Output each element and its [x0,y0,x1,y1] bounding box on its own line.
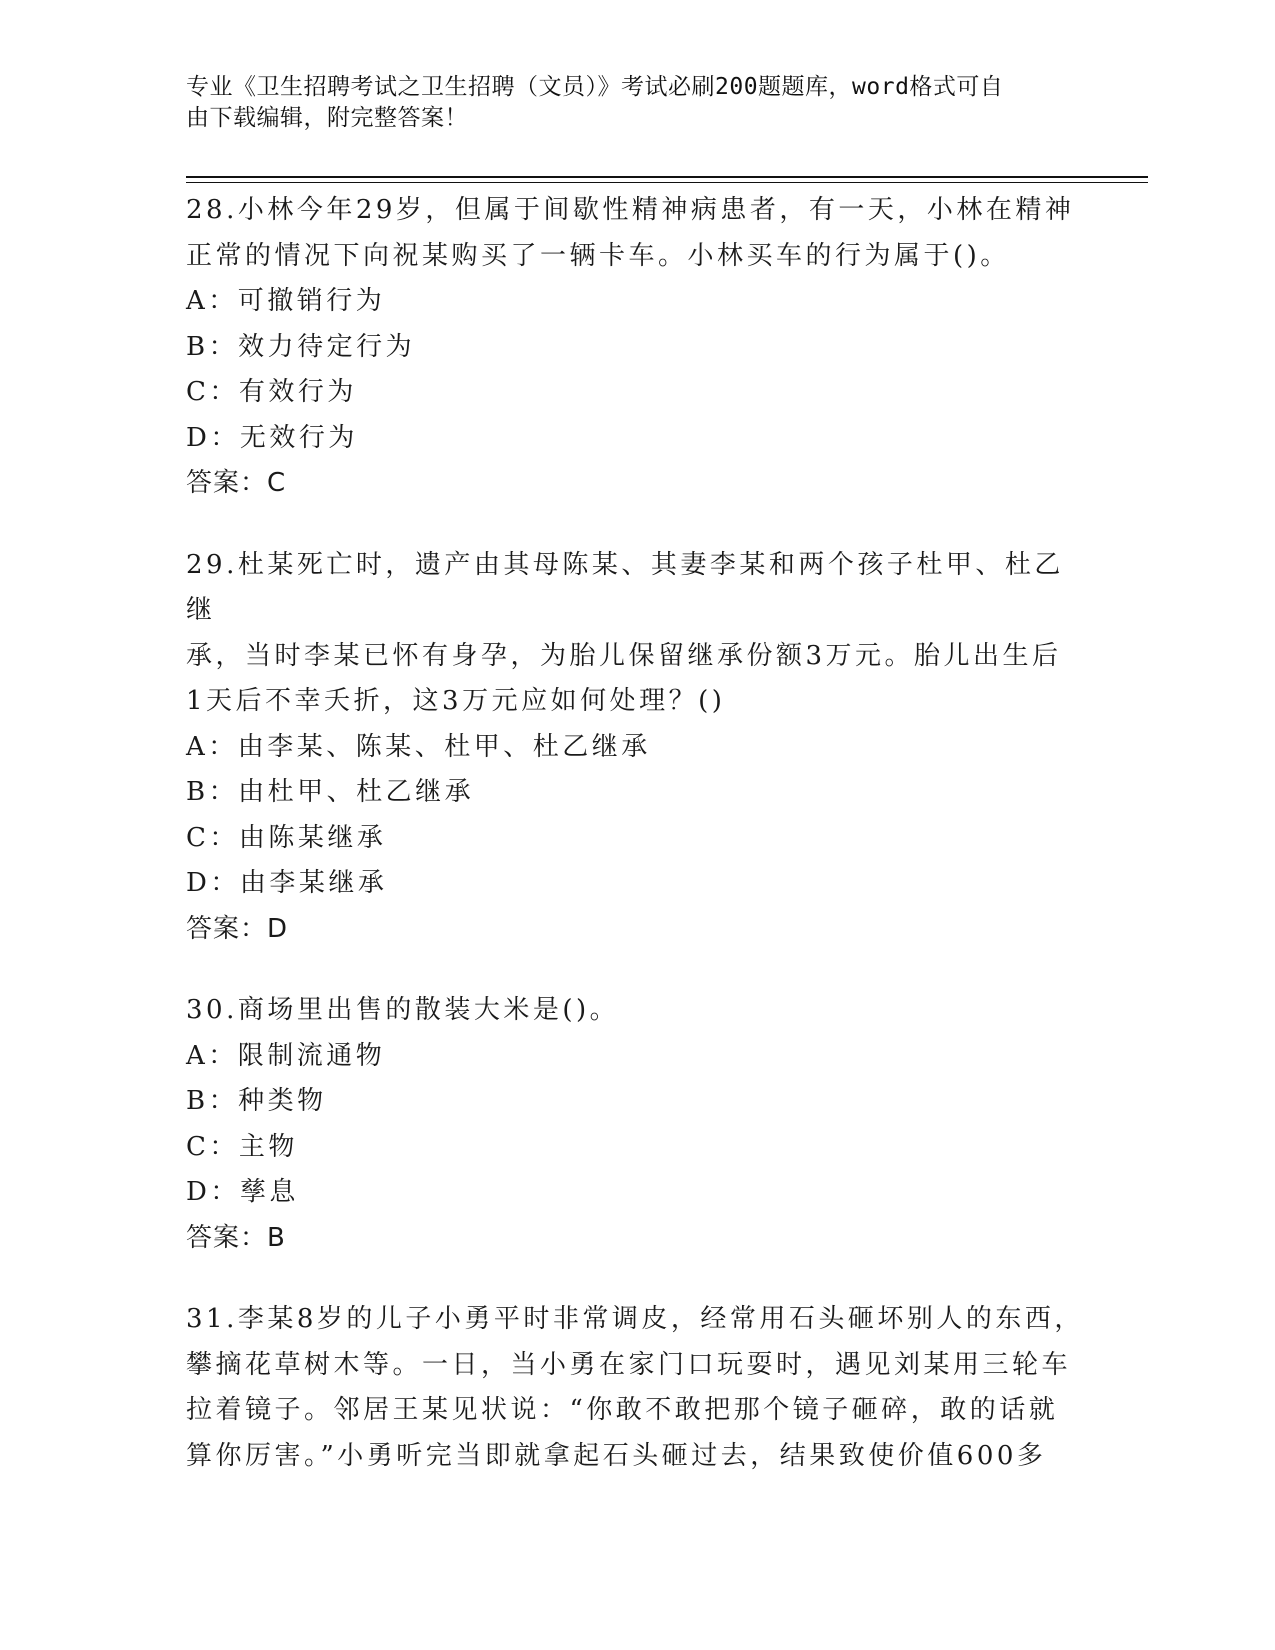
answer-label: 答案：C [186,468,287,498]
option-a: A：由李某、陈某、杜甲、杜乙继承 [186,731,651,762]
answer-label: 答案：B [186,1222,286,1253]
option-a: A：限制流通物 [186,1040,386,1071]
header-line: 专业《卫生招聘考试之卫生招聘（文员）》考试必刷200题题库，word格式可自 [186,74,1004,100]
question-text-line: 正常的情况下向祝某购买了一辆卡车。小林买车的行为属于()。 [186,240,1010,271]
question-text-line: 29.杜某死亡时，遗产由其母陈某、其妻李某和两个孩子杜甲、杜乙继 [186,549,1064,625]
question-list [186,188,1086,1515]
question-text-line: 承，当时李某已怀有身孕，为胎儿保留继承份额3万元。胎儿出生后 [186,640,1062,671]
question-text-line: 30.商场里出售的散装大米是()。 [186,995,620,1025]
header-divider-thin [186,182,1148,183]
option-d: D：孳息 [186,1177,299,1207]
question-text-line: 28.小林今年29岁，但属于间歇性精神病患者，有一天，小林在精神 [186,195,1075,225]
answer-label: 答案：D [186,913,289,944]
question-28 [186,188,1086,507]
option-d: D：无效行为 [186,422,358,453]
question-text-line: 算你厉害。”小勇听完当即就拿起石头砸过去，结果致使价值600多 [186,1440,1047,1471]
option-c: C：主物 [186,1131,298,1162]
question-30 [186,988,1086,1261]
option-d: D：由李某继承 [186,868,388,898]
document-header [186,72,1066,134]
question-29 [186,543,1086,953]
option-c: C：有效行为 [186,377,357,407]
option-b: B：由杜甲、杜乙继承 [186,777,475,807]
question-text-line: 拉着镜子。邻居王某见状说：“你敢不敢把那个镜子砸碎，敢的话就 [186,1395,1059,1425]
header-divider-thick [186,176,1148,178]
option-a: A：可撤销行为 [186,286,386,316]
question-31 [186,1297,1086,1479]
question-text-line: 攀摘花草树木等。一日，当小勇在家门口玩耍时，遇见刘某用三轮车 [186,1349,1072,1380]
header-line: 由下载编辑，附完整答案！ [186,105,468,131]
option-c: C：由陈某继承 [186,822,387,853]
question-text-line: 1天后不幸夭折，这3万元应如何处理？() [186,686,726,716]
question-text-line: 31.李某8岁的儿子小勇平时非常调皮，经常用石头砸坏别人的东西， [186,1304,1084,1334]
option-b: B：效力待定行为 [186,331,416,362]
option-b: B：种类物 [186,1086,327,1116]
